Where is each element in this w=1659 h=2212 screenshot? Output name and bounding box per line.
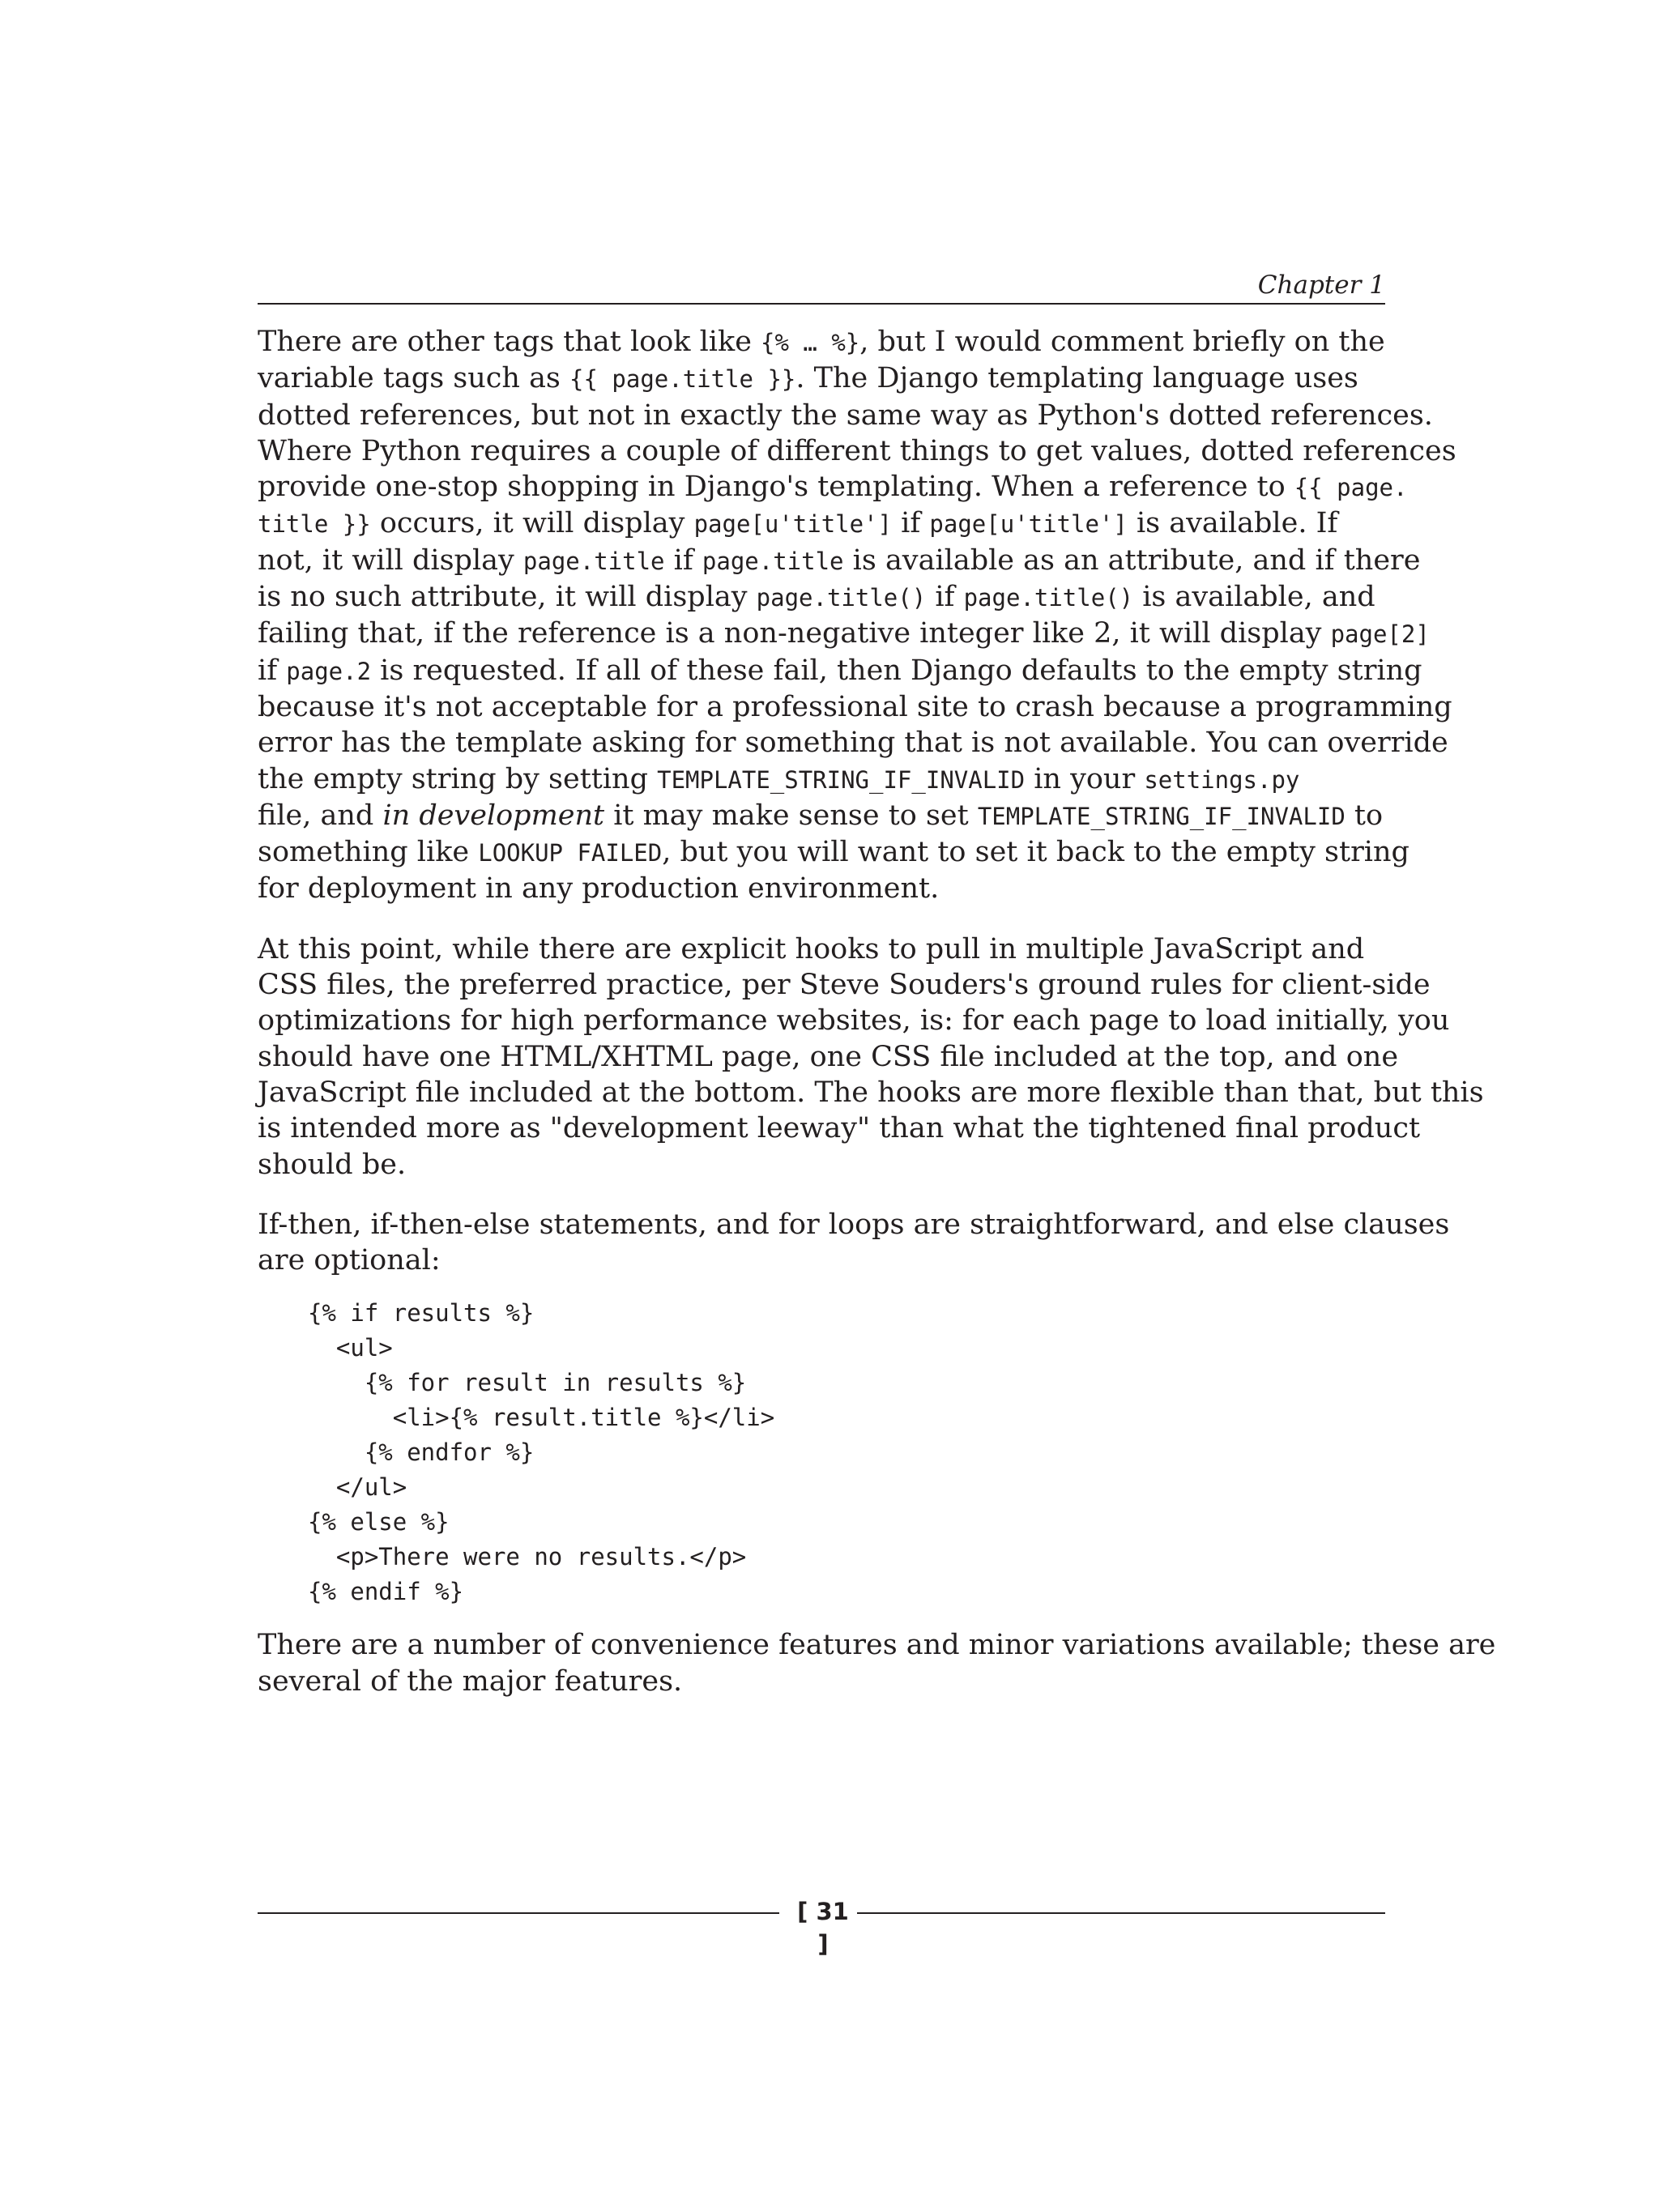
footer-rule-left [258,1912,779,1914]
inline-code: settings.py [1144,765,1300,794]
text-line: file, and in development it may make sense to set TEMPLATE_STRING_IF_INVALID to [258,799,1384,832]
text-line: if page.2 is requested. If all of these fail, then Django defaults to the empty string [258,654,1422,687]
text-line: because it's not acceptable for a professional site to crash because a programming [258,690,1452,723]
inline-code: page.title() [963,584,1134,612]
emphasis: in development [382,799,605,832]
text-line: the empty string by setting TEMPLATE_STRING_IF_INVALID in your settings.py [258,762,1300,795]
text-line: dotted references, but not in exactly the same way as Python's dotted references. [258,399,1433,432]
text-line: is intended more as "development leeway" than what the tightened final product [258,1112,1421,1145]
text-line: failing that, if the reference is a non-negative integer like 2, it will display page[2] [258,617,1430,650]
inline-code: {{ page. [1294,474,1408,502]
inline-code: page.title [522,547,665,575]
code-line: {% else %} [308,1508,450,1536]
code-line: {% endfor %} [308,1438,535,1467]
page-body [258,324,1496,1699]
page-footer [258,1895,1385,1958]
code-block [258,1296,1392,1609]
text-line: JavaScript file included at the bottom. The hooks are more flexible than that, but this [258,1076,1484,1109]
chapter-label: Chapter 1 [1257,271,1385,300]
inline-code: title }} [258,510,371,539]
inline-code: page.title() [756,584,927,612]
text-line: There are a number of convenience features and minor variations available; these are [258,1629,1496,1662]
inline-code: LOOKUP FAILED [478,839,663,867]
code-line: <ul> [308,1334,393,1362]
inline-code: page.title [702,547,844,575]
code-line: {% for result in results %} [308,1369,747,1397]
code-line: <p>There were no results.</p> [308,1543,747,1571]
page-number: [ 31 ] [797,1898,849,1958]
inline-code: {{ page.title }} [569,365,796,394]
text-line: CSS files, the preferred practice, per Steve Souders's ground rules for client-side [258,969,1431,1002]
inline-code: {% … %} [761,329,860,356]
text-line: optimizations for high performance websites, is: for each page to load initially, you [258,1004,1450,1038]
text-line: If-then, if-then-else statements, and for loops are straightforward, and else clauses [258,1208,1450,1241]
text-line: is no such attribute, it will display page.title() if page.title() is available, and [258,581,1375,614]
text-line: provide one-stop shopping in Django's templating. When a reference to {{ page. [258,471,1408,504]
code-line: <li>{% result.title %}</li> [308,1404,775,1432]
inline-code: page[u'title'] [693,510,892,539]
paragraph-variable-tags [258,324,1456,907]
text-line: variable tags such as {{ page.title }}. The Django templating language uses [258,362,1358,395]
text-line: At this point, while there are explicit hooks to pull in multiple JavaScript and [258,932,1365,965]
inline-code: page[2] [1330,620,1430,649]
paragraph-hooks [258,931,1484,1183]
text-line: should have one HTML/XHTML page, one CSS file included at the top, and one [258,1040,1399,1073]
text-line: something like LOOKUP FAILED, but you will want to set it back to the empty string [258,836,1410,869]
paragraph-if-then [258,1207,1450,1279]
text-line: several of the major features. [258,1664,683,1698]
text-line: Where Python requires a couple of different things to get values, dotted references [258,434,1456,467]
running-header [258,267,1385,305]
inline-code: page.2 [286,657,372,685]
text-line: title }} occurs, it will display page[u'title'] if page[u'title'] is available. If [258,507,1338,540]
inline-code: TEMPLATE_STRING_IF_INVALID [657,765,1026,794]
text-line: should be. [258,1148,407,1181]
footer-rule-right [857,1912,1385,1914]
text-line: are optional: [258,1244,441,1277]
code-line: </ul> [308,1473,407,1502]
inline-code: page[u'title'] [929,510,1128,539]
code-line: {% endif %} [308,1578,464,1606]
paragraph-convenience [258,1627,1496,1699]
text-line: not, it will display page.title if page.title is available as an attribute, and if there [258,543,1421,577]
text-line: There are other tags that look like {% … %}, but I would comment briefly on the [258,326,1385,358]
text-line: error has the template asking for something that is not available. You can override [258,727,1448,760]
text-line: for deployment in any production environment. [258,872,940,906]
inline-code: TEMPLATE_STRING_IF_INVALID [977,802,1346,830]
code-line: {% if results %} [308,1299,535,1328]
